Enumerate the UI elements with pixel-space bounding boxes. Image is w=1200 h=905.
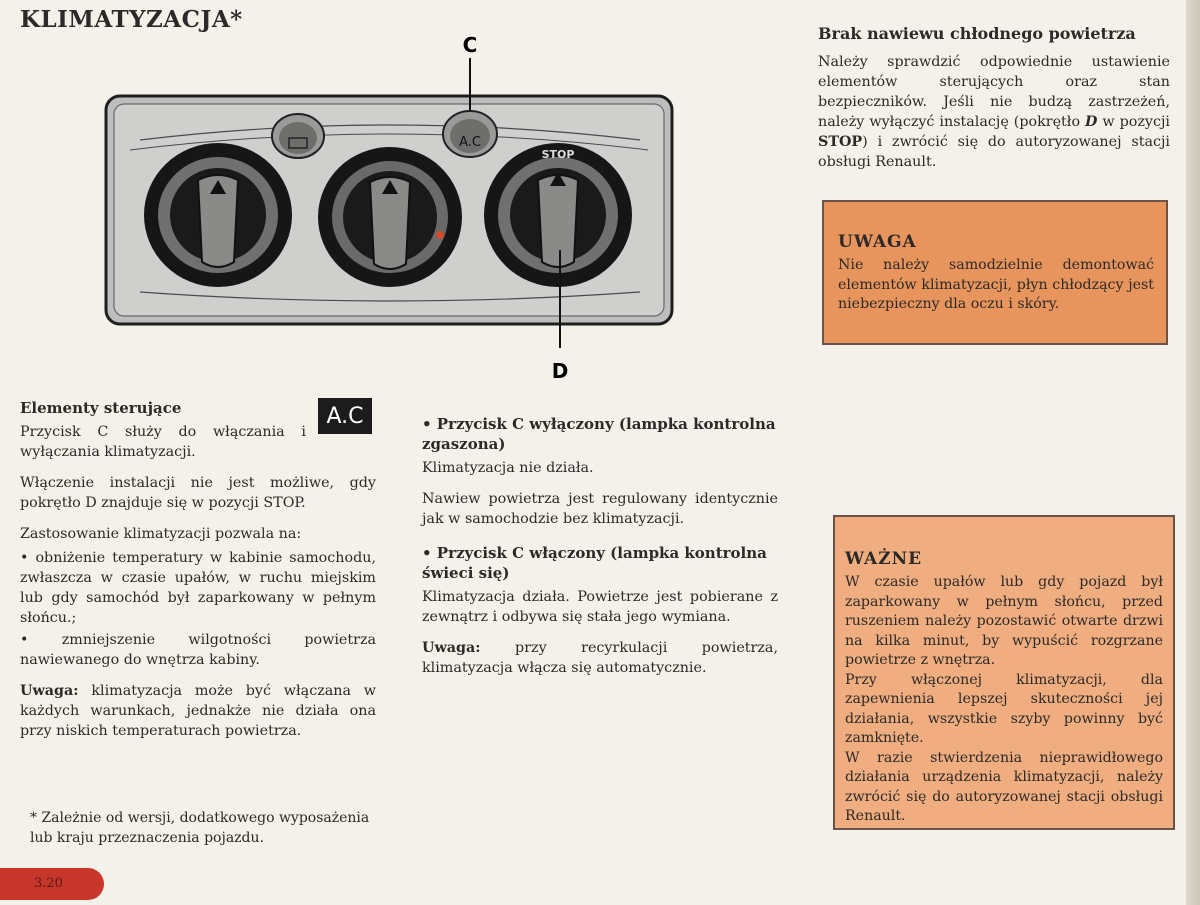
uwaga-box (822, 200, 1168, 345)
label-c: C (462, 33, 478, 57)
controls-section (20, 398, 376, 752)
on-heading: • Przycisk C włączony (lampka kontrolna świeci się) (422, 544, 767, 582)
off-p1: Klimatyzacja nie działa. (422, 460, 594, 476)
wazne-title: WAŻNE (845, 549, 923, 569)
no-cool-air-stop: STOP (818, 134, 863, 150)
uwaga-title: UWAGA (838, 232, 917, 252)
off-p2: Nawiew powietrza jest regulowany identycznie jak w samochodzie bez klimatyzacji. (422, 491, 778, 527)
no-cool-air-section (818, 24, 1170, 183)
page-edge (1186, 0, 1200, 905)
wazne-p2: Przy włączonej klimatyzacji, dla zapewnienia lepszej skuteczności jej działania, wszystkie szyby powinny być zamknięte. (845, 671, 1163, 746)
off-heading: • Przycisk C wyłączony (lampka kontrolna zgaszona) (422, 415, 776, 453)
on-p1: Klimatyzacja działa. Powietrze jest pobierane z zewnątrz i odbywa się stała jego wymiana. (422, 589, 778, 625)
no-cool-air-text-a: Należy sprawdzić odpowiednie ustawienie elementów sterujących oraz stan bezpieczników. Jeśli nie budzą zastrzeżeń, należy wyłączyć instalację (pokrętło (818, 54, 1170, 130)
controls-bullet-1: • obniżenie temperatury w kabinie samochodu, zwłaszcza w czasie upałów, w ruchu miejskim lub gdy samochód był zaparkowany w pełnym słońcu.; (20, 550, 376, 626)
no-cool-air-text-b: w pozycji (1097, 114, 1170, 130)
ac-button-label: A.C (459, 135, 481, 150)
ac-badge: A.C (318, 398, 372, 434)
controls-note-text: klimatyzacja może być włączana w każdych warunkach, jednakże nie działa ona przy niskich temperaturach powietrza. (20, 683, 376, 739)
recirculation-button (272, 114, 324, 158)
states-section (422, 414, 778, 689)
uwaga-text: Nie należy samodzielnie demontować elementów klimatyzacji, płyn chłodzący jest niebezpieczny dla oczu i skóry. (838, 257, 1154, 312)
page-number: 3.20 (0, 868, 104, 900)
air-distribution-knob (144, 143, 292, 287)
controls-heading: Elementy sterujące (20, 399, 182, 417)
controls-p1: Przycisk C służy do włączania i wyłączania klimatyzacji. (20, 424, 306, 460)
label-d: D (551, 359, 569, 380)
no-cool-air-heading: Brak nawiewu chłodnego powietrza (818, 24, 1136, 43)
no-cool-air-text (818, 52, 1170, 172)
controls-p2: Włączenie instalacji nie jest możliwe, gdy pokrętło D znajduje się w pozycji STOP. (20, 475, 376, 511)
wazne-box (833, 515, 1175, 830)
footnote: * Zależnie od wersji, dodatkowego wyposażenia lub kraju przeznaczenia pojazdu. (30, 810, 370, 846)
controls-p3: Zastosowanie klimatyzacji pozwala na: (20, 526, 302, 542)
controls-note-label: Uwaga: (20, 683, 79, 699)
no-cool-air-knob-d: D (1085, 114, 1098, 130)
controls-bullet-2: • zmniejszenie wilgotności powietrza nawiewanego do wnętrza kabiny. (20, 632, 376, 668)
controls-note (20, 681, 376, 741)
page-title: KLIMATYZACJA* (20, 6, 243, 33)
control-panel-diagram (100, 30, 680, 380)
temperature-knob (318, 147, 462, 287)
wazne-p3: W razie stwierdzenia nieprawidłowego działania urządzenia klimatyzacji, należy zwrócić się do autoryzowanej stacji obsługi Renault. (845, 749, 1163, 824)
states-note-text: przy recyrkulacji powietrza, klimatyzacja włącza się automatycznie. (422, 640, 778, 676)
ac-button-diagram (443, 111, 497, 157)
states-note (422, 638, 778, 678)
fan-speed-knob (484, 143, 632, 287)
wazne-p1: W czasie upałów lub gdy pojazd był zaparkowany w pełnym słońcu, przed ruszeniem należy pozostawić otwarte drzwi na kilka minut, by wypuścić rozgrzane powietrze z wnętrza. (845, 574, 1163, 668)
states-note-label: Uwaga: (422, 640, 481, 656)
stop-label: STOP (541, 148, 575, 161)
no-cool-air-text-c: ) i zwrócić się do autoryzowanej stacji obsługi Renault. (818, 134, 1170, 170)
